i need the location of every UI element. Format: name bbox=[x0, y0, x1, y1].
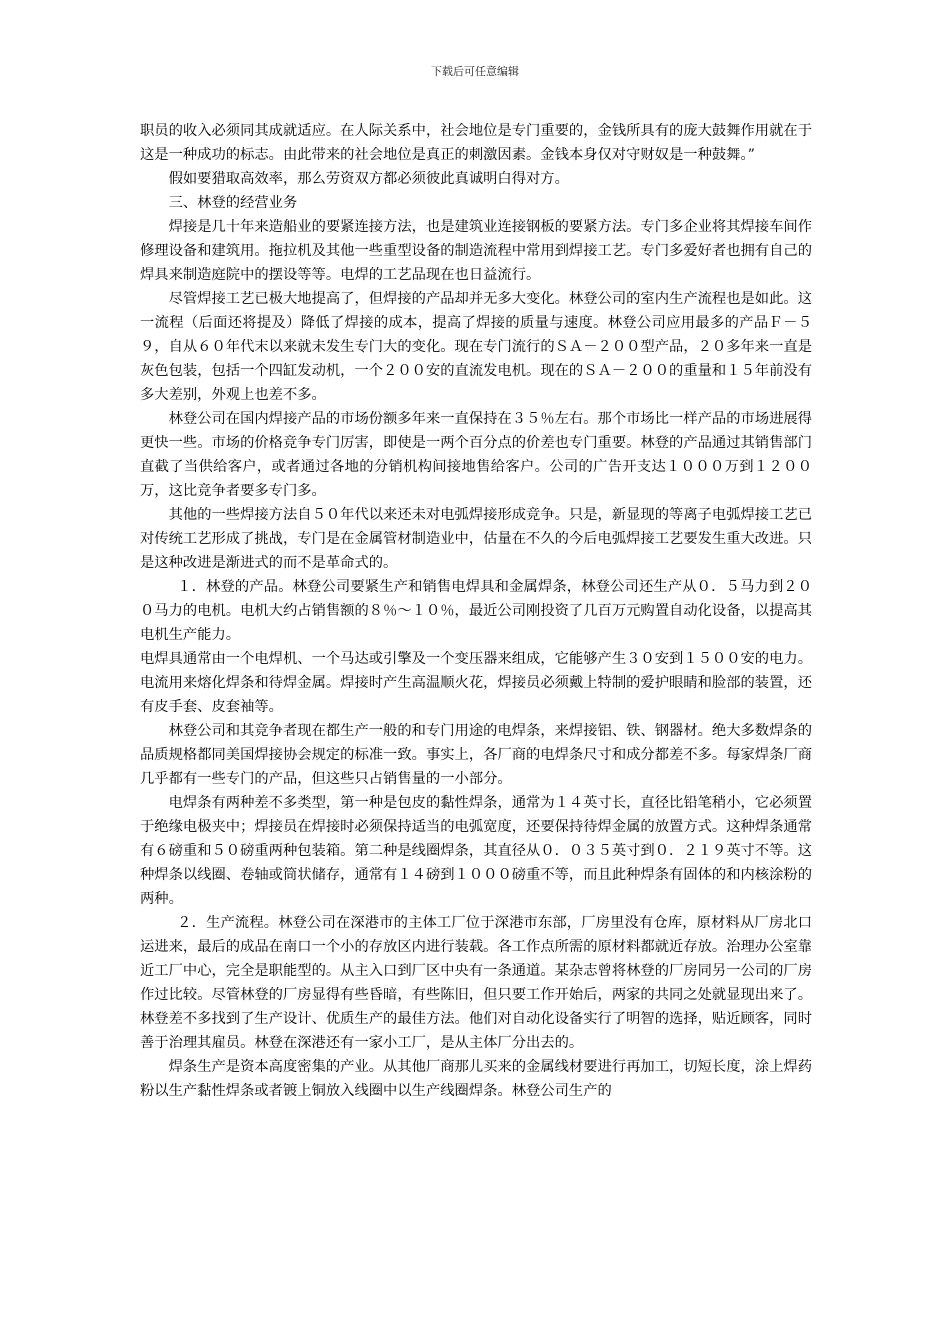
document-body bbox=[140, 119, 812, 1103]
section-heading: 三、林登的经营业务 bbox=[168, 195, 298, 211]
paragraph: 假如要猎取高效率，那么劳资双方都必须彼此真诚明白得对方。 bbox=[168, 171, 569, 187]
paragraph: 焊接是几十年来造船业的要紧连接方法，也是建筑业连接钢板的要紧方法。专门多企业将其焊接车间作修理设备和建筑用。拖拉机及其他一些重型设备的制造流程中常用到焊接工艺。专门多爱好者也拥有自己的焊具来制造庭院中的摆设等等。电焊的工艺品现在也日益流行。 bbox=[140, 219, 812, 283]
subsection-paragraph: ２．生产流程。林登公司在深港市的主体工厂位于深港市东部，厂房里没有仓库，原材料从厂房北口运进来，最后的成品在南口一个小的存放区内进行装载。各工作点所需的原材料都就近存放。治理办公室靠近工厂中心，完全是职能型的。从主入口到厂区中央有一条通道。某杂志曾将林登的厂房同另一公司的厂房作过比较。尽管林登的厂房显得有些昏暗，有些陈旧，但只要工作开始后，两家的共同之处就显现出来了。林登差不多找到了生产设计、优质生产的最佳方法。他们对自动化设备实行了明智的选择，贴近顾客，同时善于治理其雇员。林登在深港还有一家小工厂，是从主体厂分出去的。 bbox=[140, 915, 812, 1051]
subsection-paragraph: １．林登的产品。林登公司要紧生产和销售电焊具和金属焊条，林登公司还生产从０．５马力到２００马力的电机。电机大约占销售额的８％～１０％，最近公司刚投资了几百万元购置自动化设备，以提高其电机生产能力。 bbox=[140, 579, 812, 643]
paragraph: 其他的一些焊接方法自５０年代以来还未对电弧焊接形成竞争。只是，新显现的等离子电弧焊接工艺已对传统工艺形成了挑战，专门是在金属管材制造业中，估量在不久的今后电弧焊接工艺要发生重大改进。只是这种改进是渐进式的而不是革命式的。 bbox=[140, 507, 812, 571]
paragraph: 职员的收入必须同其成就适应。在人际关系中，社会地位是专门重要的，金钱所具有的庞大鼓舞作用就在于这是一种成功的标志。由此带来的社会地位是真正的刺激因素。金钱本身仅对守财奴是一种鼓舞。” bbox=[140, 123, 812, 163]
page-header: 下载后可任意编辑 bbox=[431, 65, 519, 78]
paragraph: 林登公司在国内焊接产品的市场份额多年来一直保持在３５％左右。那个市场比一样产品的市场进展得更快一些。市场的价格竞争专门厉害，即使是一两个百分点的价差也专门重要。林登的产品通过其销售部门直截了当供给客户，或者通过各地的分销机构间接地售给客户。公司的广告开支达１０００万到１２００万，这比竞争者要多专门多。 bbox=[140, 411, 812, 499]
paragraph: 林登公司和其竞争者现在都生产一般的和专门用途的电焊条，来焊接铝、铁、钢器材。绝大多数焊条的品质规格都同美国焊接协会规定的标准一致。事实上，各厂商的电焊条尺寸和成分都差不多。每家焊条厂商几乎都有一些专门的产品，但这些只占销售量的一小部分。 bbox=[140, 723, 812, 787]
paragraph: 焊条生产是资本高度密集的产业。从其他厂商那儿买来的金属线材要进行再加工，切短长度，涂上焊药粉以生产黏性焊条或者镀上铜放入线圈中以生产线圈焊条。林登公司生产的 bbox=[140, 1059, 812, 1099]
paragraph: 尽管焊接工艺已极大地提高了，但焊接的产品却并无多大变化。林登公司的室内生产流程也是如此。这一流程（后面还将提及）降低了焊接的成本，提高了焊接的质量与速度。林登公司应用最多的产品Ｆ－５９，自从６０年代末以来就未发生专门大的变化。现在专门流行的ＳＡ－２００型产品，２０多年来一直是灰色包装，包括一个四缸发动机，一个２００安的直流发电机。现在的ＳＡ－２００的重量和１５年前没有多大差别，外观上也差不多。 bbox=[140, 291, 812, 403]
paragraph: 电焊条有两种差不多类型，第一种是包皮的黏性焊条，通常为１４英寸长，直径比铅笔稍小，它必须置于绝缘电极夹中；焊接员在焊接时必须保持适当的电弧宽度，还要保持待焊金属的放置方式。这种焊条通常有６磅重和５０磅重两种包装箱。第二种是线圈焊条，其直径从０．０３５英寸到０．２１９英寸不等。这种焊条以线圈、卷轴或筒状储存，通常有１４磅到１０００磅重不等，而且此种焊条有固体的和内核涂粉的两种。 bbox=[140, 795, 812, 907]
paragraph: 电焊具通常由一个电焊机、一个马达或引擎及一个变压器来组成，它能够产生３０安到１５００安的电力。电流用来熔化焊条和待焊金属。焊接时产生高温顺火花，焊接员必须戴上特制的爱护眼睛和脸部的装置，还有皮手套、皮套袖等。 bbox=[140, 651, 812, 715]
